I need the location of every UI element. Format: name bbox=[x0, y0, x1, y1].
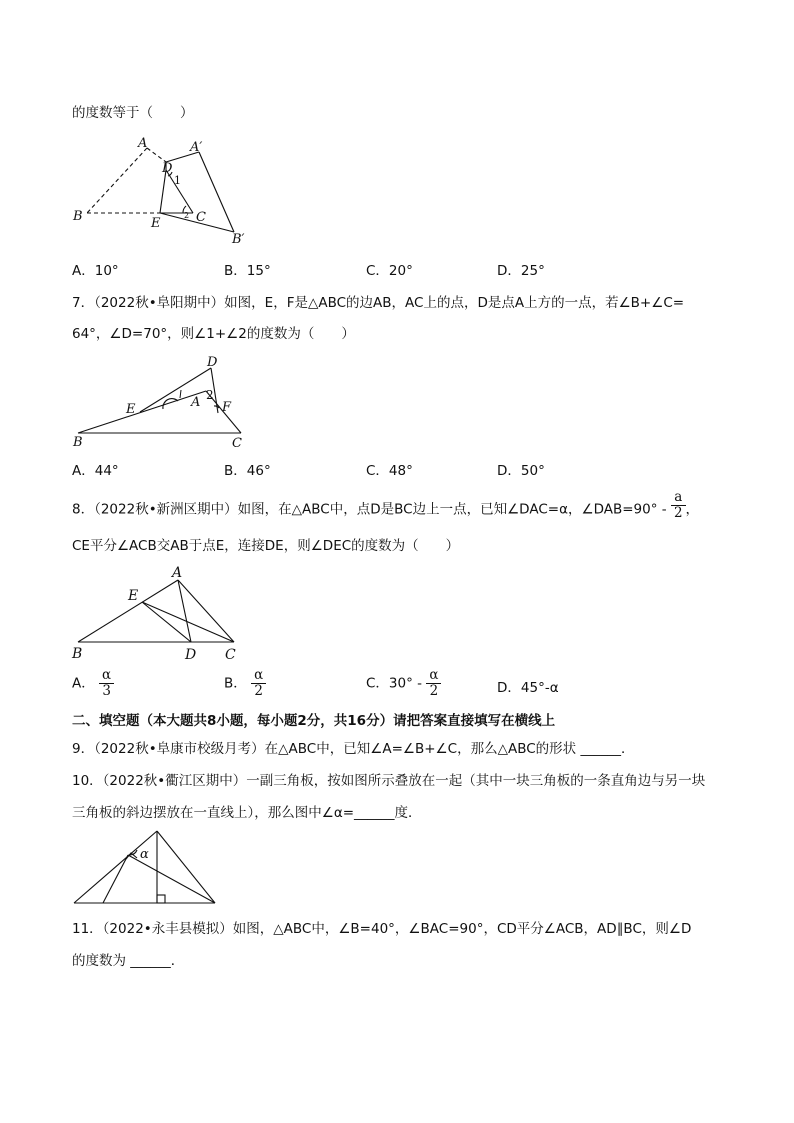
q8-stem-line2: CE平分∠ACB交AB于点E，连接DE，则∠DEC的度数为（ ） bbox=[72, 538, 460, 554]
q7-label-d: D bbox=[207, 355, 218, 370]
q6-label-b-prime: B′ bbox=[232, 232, 245, 247]
q6-option-c[interactable]: C．20° bbox=[366, 263, 413, 279]
q6-option-a[interactable]: A．10° bbox=[72, 263, 119, 279]
q6-label-1: 1 bbox=[174, 174, 181, 187]
q6-label-2: 2 bbox=[184, 211, 190, 220]
q8-option-c-den: 2 bbox=[429, 683, 439, 699]
q7-label-2: 2 bbox=[206, 388, 214, 402]
q6-option-b[interactable]: B．15° bbox=[224, 263, 271, 279]
q8-option-b-prefix: B． bbox=[224, 675, 247, 692]
q7-stem-line1: 7．（2022秋•阜阳期中）如图，E，F是△ABC的边AB，AC上的点，D是点A上方的一点，若∠B+∠C= bbox=[72, 295, 685, 311]
q9-stem: 9．（2022秋•阜康市校级月考）在△ABC中，已知∠A=∠B+∠C，那么△ABC的形状 ______． bbox=[72, 741, 635, 757]
q8-stem-frac-num: a bbox=[671, 490, 686, 506]
q6-option-d[interactable]: D．25° bbox=[497, 263, 545, 279]
q8-stem-minus: - bbox=[661, 501, 667, 518]
q10-stem-line1: 10．（2022秋•衢江区期中）一副三角板，按如图所示叠放在一起（其中一块三角板的一条直角边与另一块 bbox=[72, 773, 706, 789]
q6-label-b: B bbox=[73, 209, 83, 224]
q8-option-d[interactable]: D．45°-α bbox=[497, 680, 559, 696]
q8-option-c-minus: - bbox=[417, 675, 423, 692]
q11-stem-line2: 的度数为 ______． bbox=[72, 953, 185, 969]
q7-option-b[interactable]: B．46° bbox=[224, 463, 271, 479]
q8-label-c: C bbox=[225, 647, 236, 663]
q7-option-a[interactable]: A．44° bbox=[72, 463, 119, 479]
q8-label-d: D bbox=[185, 647, 197, 663]
q6-label-c: C bbox=[196, 210, 206, 225]
q8-option-c-num: α bbox=[426, 668, 441, 684]
q10-label-alpha: α bbox=[140, 847, 149, 862]
q8-option-a-prefix: A． bbox=[72, 675, 95, 692]
q7-label-c: C bbox=[232, 436, 242, 451]
q6-label-d: D bbox=[162, 161, 173, 176]
q8-stem-frac-den: 2 bbox=[673, 505, 683, 521]
q8-stem-text: 8．（2022秋•新洲区期中）如图，在△ABC中，点D是BC边上一点，已知∠DAC=α，∠DAB=90° bbox=[72, 501, 658, 518]
q6-label-a: A bbox=[138, 136, 148, 151]
q7-stem-line2: 64°，∠D=70°，则∠1+∠2的度数为（ ） bbox=[72, 326, 355, 342]
q7-option-c[interactable]: C．48° bbox=[366, 463, 413, 479]
q6-label-a-prime: A′ bbox=[190, 140, 203, 155]
q6-label-e: E bbox=[151, 216, 161, 231]
q8-option-a-num: α bbox=[99, 668, 114, 684]
q7-label-b: B bbox=[73, 435, 83, 450]
q8-option-c-prefix: C．30° bbox=[366, 675, 413, 692]
q8-label-b: B bbox=[72, 646, 83, 662]
q7-label-f: F bbox=[222, 400, 232, 415]
q7-label-e: E bbox=[126, 402, 136, 417]
q8-stem-comma: ， bbox=[685, 501, 700, 518]
q8-option-b-num: α bbox=[251, 668, 266, 684]
q7-label-a: A bbox=[191, 395, 201, 410]
q11-stem-line1: 11．（2022•永丰县模拟）如图，△ABC中，∠B=40°，∠BAC=90°，CD平分∠ACB，AD∥BC，则∠D bbox=[72, 921, 692, 937]
q8-option-a-den: 3 bbox=[102, 683, 111, 699]
q6-stem-end: 的度数等于（ ） bbox=[72, 105, 194, 121]
q8-option-b-den: 2 bbox=[254, 683, 263, 699]
q10-stem-line2: 三角板的斜边摆放在一直线上），那么图中∠α=______度． bbox=[72, 805, 422, 821]
q8-label-a: A bbox=[172, 565, 183, 581]
q7-option-d[interactable]: D．50° bbox=[497, 463, 545, 479]
q8-label-e: E bbox=[128, 588, 139, 604]
section-2-heading: 二、填空题（本大题共8小题，每小题2分，共16分）请把答案直接填写在横线上 bbox=[72, 713, 556, 729]
